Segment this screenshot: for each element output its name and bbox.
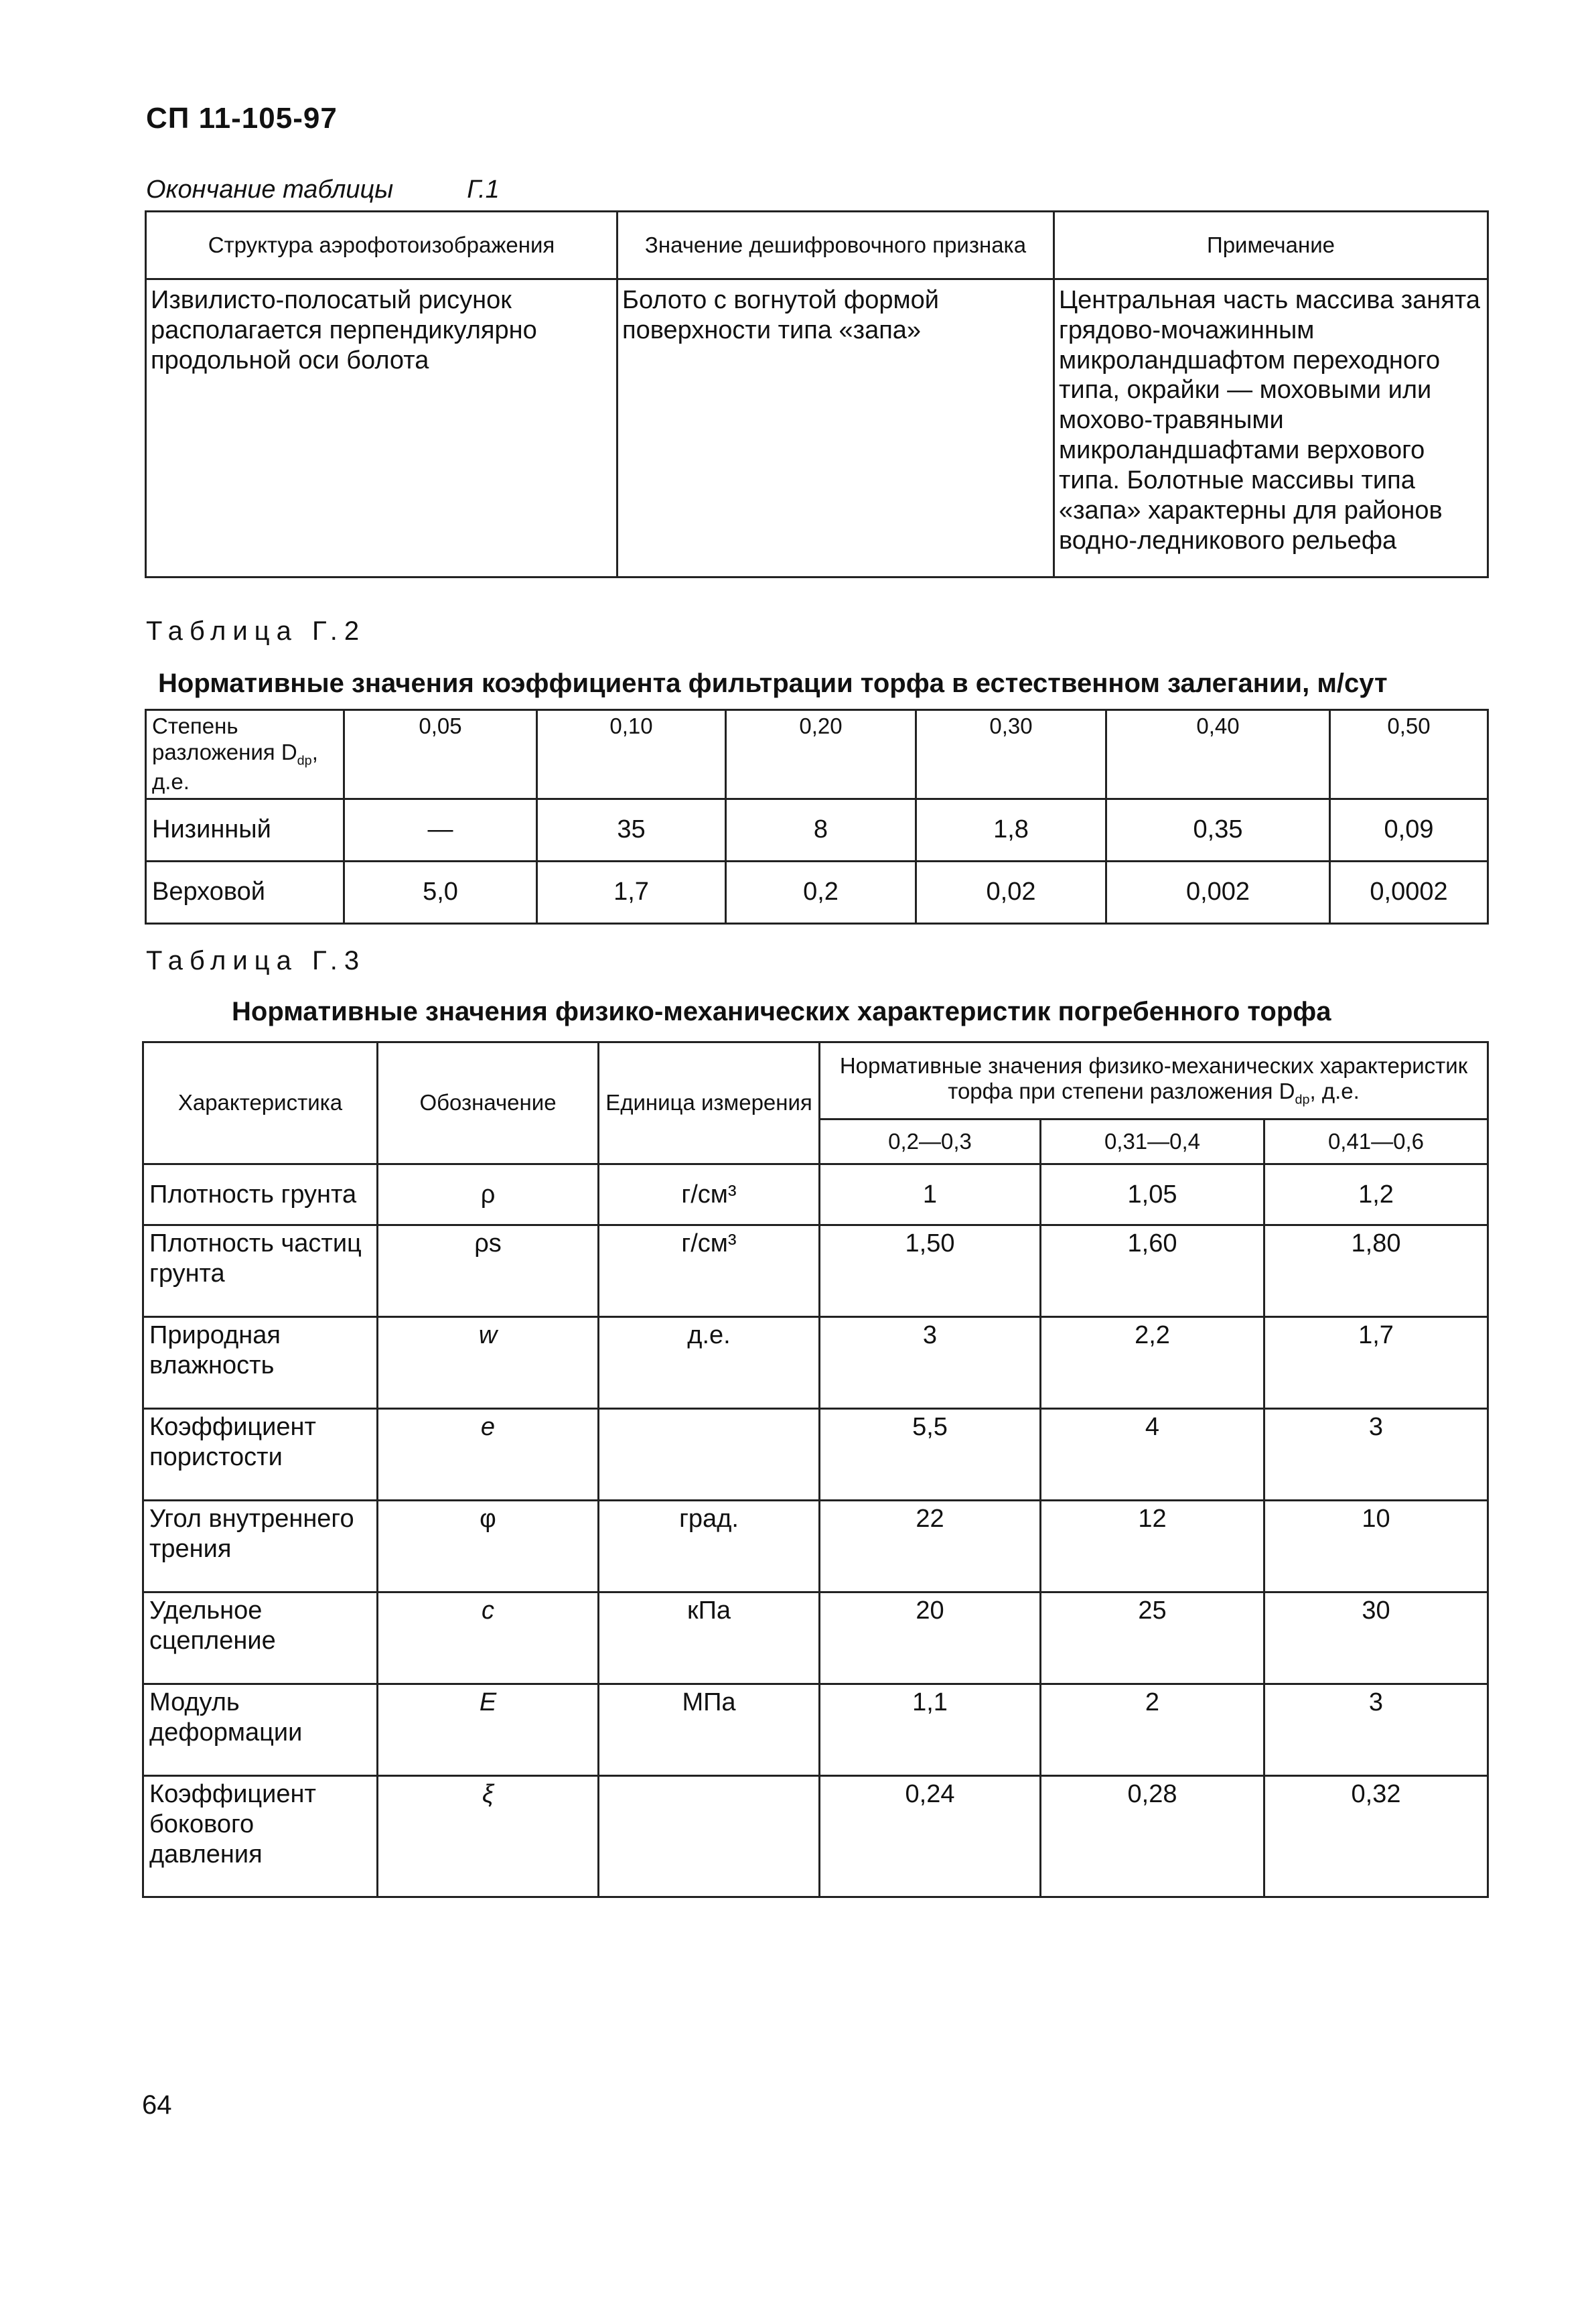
table-g2-cell: 35: [537, 799, 726, 861]
table-g3-symbol: ρ: [378, 1164, 599, 1225]
table-g3-unit: МПа: [599, 1684, 820, 1776]
document-header: СП 11-105-97: [146, 102, 338, 135]
table-g3-row-name: Удельное сцепление: [143, 1592, 378, 1684]
table-g2-cell: 0,002: [1106, 861, 1330, 923]
table-g3-unit: д.е.: [599, 1317, 820, 1409]
table-g1-header: Значение дешифровочного признака: [618, 212, 1054, 279]
table-g3-row-name: Угол внутреннего трения: [143, 1501, 378, 1592]
table-g3-cell: 2: [1041, 1684, 1264, 1776]
table-g3-unit: г/см³: [599, 1164, 820, 1225]
table-g3-cell: 1: [820, 1164, 1041, 1225]
table-g3-row-name: Плотность грунта: [143, 1164, 378, 1225]
table-g3-cell: 30: [1264, 1592, 1488, 1684]
table-g2-cell: 8: [726, 799, 916, 861]
table-g3-symbol: φ: [378, 1501, 599, 1592]
table-g2-cell: 1,8: [916, 799, 1106, 861]
table-g3-cell: 0,24: [820, 1776, 1041, 1897]
table-g3-row: [143, 1409, 1488, 1501]
table-g3-row: [143, 1317, 1488, 1409]
table-g3-label: Таблица Г.3: [146, 946, 366, 975]
table-g3-symbol: E: [378, 1684, 599, 1776]
table-g3-header-unit: Единица измерения: [599, 1042, 820, 1164]
table-g3-header-symbol: Обозначение: [378, 1042, 599, 1164]
table-g3-row: [143, 1501, 1488, 1592]
table-g1-header: Структура аэрофотоизображения: [146, 212, 618, 279]
table-g2-label: Таблица Г.2: [146, 616, 366, 646]
table-g3-cell: 2,2: [1041, 1317, 1264, 1409]
table-g2-col: 0,50: [1330, 710, 1488, 799]
table-g1-header: Примечание: [1054, 212, 1488, 279]
table-g3-cell: 3: [820, 1317, 1041, 1409]
page-number: 64: [142, 2090, 172, 2120]
table-g1: [145, 210, 1489, 578]
continuation-number: Г.1: [467, 176, 500, 204]
table-g1-cell: Болото с вогнутой формой поверхности типа «запа»: [618, 279, 1054, 578]
table-g3-cell: 25: [1041, 1592, 1264, 1684]
table-g2-col: 0,05: [344, 710, 537, 799]
table-g3-cell: 3: [1264, 1684, 1488, 1776]
table-g3-symbol: c: [378, 1592, 599, 1684]
table-g2-cell: 0,09: [1330, 799, 1488, 861]
table-g3-cell: 1,50: [820, 1225, 1041, 1317]
table-g3-header-row: [143, 1042, 1488, 1119]
table-g3-symbol: ρs: [378, 1225, 599, 1317]
table-g3-row-name: Коэффициент бокового давления: [143, 1776, 378, 1897]
table-g3-cell: 0,28: [1041, 1776, 1264, 1897]
table-g3-cell: 1,60: [1041, 1225, 1264, 1317]
table-g1-cell: Извилисто-полосатый рисунок располагается перпендикулярно продольной оси болота: [146, 279, 618, 578]
table-g3-symbol: ξ: [378, 1776, 599, 1897]
table-g2-col: 0,40: [1106, 710, 1330, 799]
table-g1-row: [146, 279, 1488, 578]
table-g3: [142, 1041, 1489, 1898]
table-g3-unit: град.: [599, 1501, 820, 1592]
table-g2-row-name: Низинный: [146, 799, 344, 861]
table-g3-subcol: 0,31—0,4: [1041, 1119, 1264, 1164]
table-g3-row-name: Модуль деформации: [143, 1684, 378, 1776]
table-g3-cell: 3: [1264, 1409, 1488, 1501]
table-g2-col: 0,30: [916, 710, 1106, 799]
continuation-text: Окончание таблицы: [146, 176, 394, 204]
decomposition-subscript: dp: [297, 753, 312, 768]
table-g2-row: [146, 799, 1488, 861]
table-g2-cell: 5,0: [344, 861, 537, 923]
table-g3-row: [143, 1776, 1488, 1897]
table-g3-unit: г/см³: [599, 1225, 820, 1317]
table-g2-col: 0,10: [537, 710, 726, 799]
table-g2-cell: 0,35: [1106, 799, 1330, 861]
decomposition-unit: , д.е.: [152, 739, 318, 794]
table-g3-cell: 5,5: [820, 1409, 1041, 1501]
table-g3-subcol: 0,2—0,3: [820, 1119, 1041, 1164]
table-g3-cell: 22: [820, 1501, 1041, 1592]
table-g3-unit: кПа: [599, 1592, 820, 1684]
table-g2-cell: 0,02: [916, 861, 1106, 923]
table-g2-row: [146, 861, 1488, 923]
table-g3-unit: [599, 1776, 820, 1897]
table-g3-cell: 4: [1041, 1409, 1264, 1501]
table-g3-cell: 1,7: [1264, 1317, 1488, 1409]
table-g3-header-characteristic: Характеристика: [143, 1042, 378, 1164]
table-g2-cell: 1,7: [537, 861, 726, 923]
table-g3-cell: 12: [1041, 1501, 1264, 1592]
table-g3-cell: 10: [1264, 1501, 1488, 1592]
table-g2-cell: 0,2: [726, 861, 916, 923]
table-g2-col: 0,20: [726, 710, 916, 799]
normative-subscript: dp: [1295, 1093, 1310, 1108]
table-g3-header-normative: [820, 1042, 1488, 1119]
normative-unit: , д.е.: [1309, 1079, 1360, 1104]
table-g3-symbol: e: [378, 1409, 599, 1501]
table-g2-header-label: [146, 710, 344, 799]
table-g3-cell: 0,32: [1264, 1776, 1488, 1897]
table-g1-header-row: [146, 212, 1488, 279]
table-g1-cell: Центральная часть массива занята грядово-мочажинным микроландшафтом переходного типа, окрайки — моховыми или мохово-травяными микроландшафтами верхового типа. Болотные массивы типа «запа» характерны для районов водно-ледникового рельефа: [1054, 279, 1488, 578]
table-g3-subcol: 0,41—0,6: [1264, 1119, 1488, 1164]
table-g3-symbol: w: [378, 1317, 599, 1409]
table-g2-row-name: Верховой: [146, 861, 344, 923]
table-g3-caption: Нормативные значения физико-механических характеристик погребенного торфа: [232, 997, 1331, 1026]
table-g3-row: [143, 1592, 1488, 1684]
normative-text: Нормативные значения физико-механических характеристик торфа при степени разложения D: [839, 1052, 1468, 1104]
table-g3-row: [143, 1684, 1488, 1776]
table-g2: [145, 709, 1489, 925]
table-g3-row-name: Плотность частиц грунта: [143, 1225, 378, 1317]
table-g3-cell: 20: [820, 1592, 1041, 1684]
table-g2-cell: 0,0002: [1330, 861, 1488, 923]
table-continuation-title: [146, 176, 500, 204]
table-g3-row-name: Коэффициент пористости: [143, 1409, 378, 1501]
table-g3-row: [143, 1164, 1488, 1225]
table-g3-row-name: Природная влажность: [143, 1317, 378, 1409]
table-g3-row: [143, 1225, 1488, 1317]
table-g2-cell: —: [344, 799, 537, 861]
table-g3-cell: 1,05: [1041, 1164, 1264, 1225]
table-g3-cell: 1,2: [1264, 1164, 1488, 1225]
table-g3-unit: [599, 1409, 820, 1501]
table-g3-cell: 1,1: [820, 1684, 1041, 1776]
table-g3-cell: 1,80: [1264, 1225, 1488, 1317]
decomposition-label: Степень разложения D: [152, 714, 297, 764]
table-g2-caption: Нормативные значения коэффициента фильтрации торфа в естественном залегании, м/сут: [158, 669, 1388, 698]
table-g2-header-row: [146, 710, 1488, 799]
